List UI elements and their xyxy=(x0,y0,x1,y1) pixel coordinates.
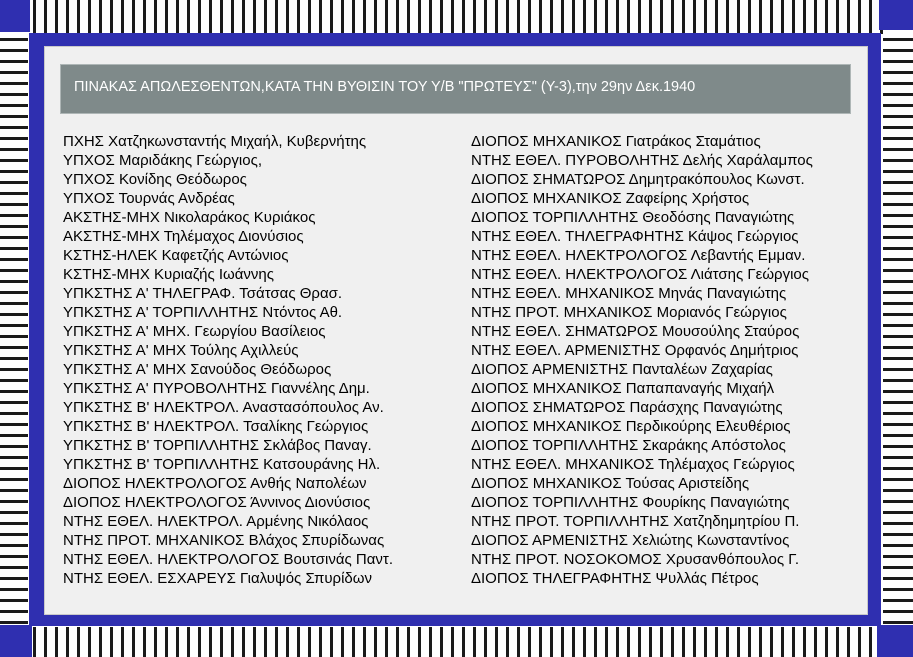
list-item: ΔΙΟΠΟΣ ΜΗΧΑΝΙΚΟΣ Παπαπαναγής Μιχαήλ xyxy=(471,380,775,397)
list-item: ΝΤΗΣ ΕΘΕΛ. ΣΗΜΑΤΩΡΟΣ Μουσούλης Σταύρος xyxy=(471,323,800,340)
list-item: ΥΠΚΣΤΗΣ Β' ΤΟΡΠΙΛΛΗΤΗΣ Σκλάβος Παναγ. xyxy=(63,437,372,454)
list-item: ΔΙΟΠΟΣ ΜΗΧΑΝΙΚΟΣ Τούσας Αριστείδης xyxy=(471,475,750,492)
greek-key-border-top xyxy=(0,0,913,34)
list-item: ΔΙΟΠΟΣ ΗΛΕΚΤΡΟΛΟΓΟΣ Ανθής Ναπολέων xyxy=(63,475,367,492)
list-item: ΔΙΟΠΟΣ ΑΡΜΕΝΙΣΤΗΣ Χελιώτης Κωνσταντίνος xyxy=(471,532,790,549)
list-item: ΥΠΧΟΣ Κονίδης Θεόδωρος xyxy=(63,171,247,188)
list-item: ΔΙΟΠΟΣ ΤΟΡΠΙΛΛΗΤΗΣ Φουρίκης Παναγιώτης xyxy=(471,494,790,511)
list-item: ΥΠΚΣΤΗΣ Β' ΗΛΕΚΤΡΟΛ. Αναστασόπουλος Αν. xyxy=(63,399,384,416)
page-title: ΠΙΝΑΚΑΣ ΑΠΩΛΕΣΘΕΝΤΩΝ,ΚΑΤΑ ΤΗΝ ΒΥΘΙΣΙΝ ΤΟΥ Υ/Β "ΠΡΩΤΕΥΣ" (Υ-3),την 29ην Δεκ.1940 xyxy=(74,79,696,95)
list-item: ΝΤΗΣ ΕΘΕΛ. ΜΗΧΑΝΙΚΟΣ Τηλέμαχος Γεώργιος xyxy=(471,456,795,473)
list-item: ΝΤΗΣ ΠΡΟΤ. ΤΟΡΠΙΛΛΗΤΗΣ Χατζηδημητρίου Π. xyxy=(471,513,800,530)
list-item: ΝΤΗΣ ΕΘΕΛ. ΗΛΕΚΤΡΟΛΟΓΟΣ Λεβαντής Εμμαν. xyxy=(471,247,806,264)
list-item: ΝΤΗΣ ΠΡΟΤ. ΜΗΧΑΝΙΚΟΣ Μοριανός Γεώργιος xyxy=(471,304,787,321)
list-item: ΝΤΗΣ ΠΡΟΤ. ΜΗΧΑΝΙΚΟΣ Βλάχος Σπυρίδωνας xyxy=(63,532,385,549)
list-item: ΥΠΧΟΣ Μαριδάκης Γεώργιος, xyxy=(63,152,263,169)
greek-key-border-bottom xyxy=(0,627,913,657)
list-item: ΝΤΗΣ ΕΘΕΛ. ΗΛΕΚΤΡΟΛ. Αρμένης Νικόλαος xyxy=(63,513,369,530)
right-name-list xyxy=(471,132,813,588)
list-item: ΥΠΚΣΤΗΣ Α' ΠΥΡΟΒΟΛΗΤΗΣ Γιαννέλης Δημ. xyxy=(63,380,370,397)
list-item: ΔΙΟΠΟΣ ΤΟΡΠΙΛΛΗΤΗΣ Θεοδόσης Παναγιώτης xyxy=(471,209,795,226)
list-item: ΝΤΗΣ ΕΘΕΛ. ΠΥΡΟΒΟΛΗΤΗΣ Δελής Χαράλαμπος xyxy=(471,152,813,169)
greek-key-border-left xyxy=(0,0,28,657)
list-item: ΥΠΚΣΤΗΣ Α' ΤΟΡΠΙΛΛΗΤΗΣ Ντόντος Αθ. xyxy=(63,304,343,321)
list-item: ΠΧΗΣ Χατζηκωνσταντής Μιχαήλ, Κυβερνήτης xyxy=(63,133,367,150)
list-item: ΔΙΟΠΟΣ ΗΛΕΚΤΡΟΛΟΓΟΣ Άννινος Διονύσιος xyxy=(63,494,371,511)
list-item: ΝΤΗΣ ΕΘΕΛ. ΑΡΜΕΝΙΣΤΗΣ Ορφανός Δημήτριος xyxy=(471,342,799,359)
list-item: ΥΠΚΣΤΗΣ Β' ΗΛΕΚΤΡΟΛ. Τσαλίκης Γεώργιος xyxy=(63,418,369,435)
corner-bottom-left xyxy=(0,625,32,657)
list-item: ΥΠΚΣΤΗΣ Α' ΜΗΧ Σανούδος Θεόδωρος xyxy=(63,361,332,378)
list-item: ΔΙΟΠΟΣ ΜΗΧΑΝΙΚΟΣ Ζαφείρης Χρήστος xyxy=(471,190,750,207)
corner-bottom-right xyxy=(877,625,913,657)
list-item: ΑΚΣΤΗΣ-ΜΗΧ Νικολαράκος Κυριάκος xyxy=(63,209,316,226)
greek-key-border-right xyxy=(883,0,913,657)
list-item: ΚΣΤΗΣ-ΜΗΧ Κυριαζής Ιωάννης xyxy=(63,266,274,283)
list-item: ΔΙΟΠΟΣ ΑΡΜΕΝΙΣΤΗΣ Πανταλέων Ζαχαρίας xyxy=(471,361,773,378)
title-bar xyxy=(60,64,851,114)
list-item: ΔΙΟΠΟΣ ΣΗΜΑΤΩΡΟΣ Παράσχης Παναγιώτης xyxy=(471,399,783,416)
list-item: ΔΙΟΠΟΣ ΜΗΧΑΝΙΚΟΣ Γιατράκος Σταμάτιος xyxy=(471,133,761,150)
list-item: ΝΤΗΣ ΕΘΕΛ. ΗΛΕΚΤΡΟΛΟΓΟΣ Βουτσινάς Παντ. xyxy=(63,551,393,568)
list-item: ΥΠΧΟΣ Τουρνάς Ανδρέας xyxy=(63,190,235,207)
corner-top-left xyxy=(0,0,30,32)
left-name-list xyxy=(63,132,393,588)
corner-top-right xyxy=(879,0,913,30)
list-item: ΝΤΗΣ ΕΘΕΛ. ΜΗΧΑΝΙΚΟΣ Μηνάς Παναγιώτης xyxy=(471,285,787,302)
list-item: ΑΚΣΤΗΣ-ΜΗΧ Τηλέμαχος Διονύσιος xyxy=(63,228,304,245)
list-item: ΝΤΗΣ ΕΘΕΛ. ΗΛΕΚΤΡΟΛΟΓΟΣ Λιάτσης Γεώργιος xyxy=(471,266,809,283)
list-item: ΥΠΚΣΤΗΣ Α' ΜΗΧ Τούλης Αχιλλεύς xyxy=(63,342,299,359)
list-item: ΝΤΗΣ ΠΡΟΤ. ΝΟΣΟΚΟΜΟΣ Χρυσανθόπουλος Γ. xyxy=(471,551,799,568)
list-item: ΔΙΟΠΟΣ ΤΗΛΕΓΡΑΦΗΤΗΣ Ψυλλάς Πέτρος xyxy=(471,570,759,587)
list-item: ΥΠΚΣΤΗΣ Α' ΜΗΧ. Γεωργίου Βασίλειος xyxy=(63,323,326,340)
list-item: ΔΙΟΠΟΣ ΤΟΡΠΙΛΛΗΤΗΣ Σκαράκης Απόστολος xyxy=(471,437,786,454)
list-item: ΝΤΗΣ ΕΘΕΛ. ΕΣΧΑΡΕΥΣ Γιαλυψός Σπυρίδων xyxy=(63,570,372,587)
list-item: ΚΣΤΗΣ-ΗΛΕΚ Καφετζής Αντώνιος xyxy=(63,247,289,264)
list-item: ΥΠΚΣΤΗΣ Β' ΤΟΡΠΙΛΛΗΤΗΣ Κατσουράνης Ηλ. xyxy=(63,456,381,473)
list-item: ΔΙΟΠΟΣ ΜΗΧΑΝΙΚΟΣ Περδικούρης Ελευθέριος xyxy=(471,418,791,435)
list-item: ΝΤΗΣ ΕΘΕΛ. ΤΗΛΕΓΡΑΦΗΤΗΣ Κάψος Γεώργιος xyxy=(471,228,799,245)
list-item: ΔΙΟΠΟΣ ΣΗΜΑΤΩΡΟΣ Δημητρακόπουλος Κωνστ. xyxy=(471,171,805,188)
list-item: ΥΠΚΣΤΗΣ Α' ΤΗΛΕΓΡΑΦ. Τσάτσας Θρασ. xyxy=(63,285,343,302)
